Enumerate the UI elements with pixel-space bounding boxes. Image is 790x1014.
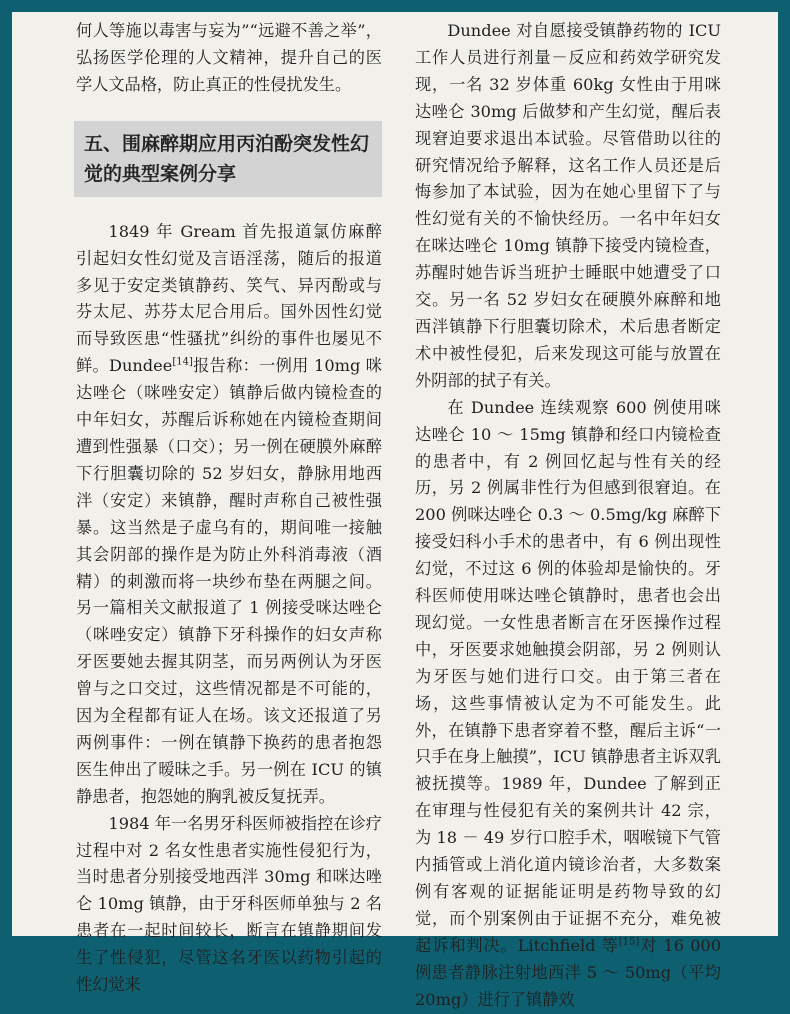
citation-ref: [14]: [172, 356, 193, 368]
citation-ref: [15]: [618, 936, 640, 948]
paragraph-intro-continued: 何人等施以毒害与妄为”“远避不善之举”，弘扬医学伦理的人文精神，提升自己的医学人文品格，防止真正的性侵扰发生。: [76, 21, 382, 94]
paragraph-dundee-icu: Dundee 对自愿接受镇静药物的 ICU 工作人员进行剂量－反应和药效学研究发现，一名 32 岁体重 60kg 女性由于用咪达唑仑 30mg 后做梦和产生幻觉，醒后表现窘迫要求退出本试验。尽管借助以往的研究情况给予解释，这名工作人员还是后悔参加了本试验，因为在她心里留下了与性幻觉有关的不愉快经历。一名中年妇女在咪达唑仑 10mg 镇静下接受内镜检查，苏醒时她告诉当班护士睡眠中她遭受了口交。另一名 52 岁妇女在硬膜外麻醉和地西泮镇静下行胆囊切除术，术后患者断定术中被性侵犯，后来发现这可能与放置在外阴部的拭子有关。: [415, 21, 721, 390]
paragraph-1984-dentist: 1984 年一名男牙科医师被指控在诊疗过程中对 2 名女性患者实施性侵犯行为，当时患者分别接受地西泮 30mg 和咪达唑仑 10mg 镇静，由于牙科医师单独与 2 名患者在一起时间较长，断言在镇静期间发生了性侵犯，尽管这名牙医以药物引起的性幻觉来: [76, 813, 382, 995]
paragraph-text: 1849 年 Gream 首先报道氯仿麻醉引起妇女性幻觉及言语淫荡，随后的报道多见于安定类镇静药、笑气、异丙酚或与芬太尼、苏芬太尼合用后。国外因性幻觉而导致医患“性骚扰”纠纷的事件也屡见不鲜。Dundee: [76, 221, 382, 376]
section-heading: 五、围麻醉期应用丙泊酚突发性幻觉的典型案例分享: [74, 121, 382, 197]
left-column: [76, 12, 382, 999]
right-column: [415, 12, 721, 1014]
book-page: [12, 12, 778, 1009]
paragraph-text-cont: 报告称：一例用 10mg 咪达唑仑（咪唑安定）镇静后做内镜检查的中年妇女，苏醒后诉称她在内镜检查期间遭到性强暴（口交）；另一例在硬膜外麻醉下行胆囊切除的 52 岁妇女，静脉用地西泮（安定）来镇静，醒时声称自己被性强暴。这当然是子虚乌有的，期间唯一接触其会阴部的操作是为防止外科消毒液（酒精）的刺激而将一块纱布垫在两腿之间。另一篇相关文献报道了 1 例接受咪达唑仑（咪唑安定）镇静下牙科操作的妇女声称牙医要她去握其阴茎，而另两例认为牙医曾与之口交过，这些情况都是不可能的，因为全程都有证人在场。该文还报道了另两例事件：一例在镇静下换药的患者抱怨医生伸出了暧昧之手。另一例在 ICU 的镇静患者，抱怨她的胸乳被反复抚弄。: [76, 356, 382, 806]
paragraph-text: 在 Dundee 连续观察 600 例使用咪达唑仑 10 ～ 15mg 镇静和经口内镜检查的患者中，有 2 例回忆起与性有关的经历，另 2 例属非性行为但感到很窘迫。在 200 例咪达唑仑 0.3 ～ 0.5mg/kg 麻醉下接受妇科小手术的患者中，有 6 例出现性幻觉，不过这 6 例的体验却是愉快的。牙科医师使用咪达唑仑镇静时，患者也会出现幻觉。一女性患者断言在牙医操作过程中，牙医要求她触摸会阴部，另 2 例则认为牙医与她们进行口交。由于第三者在场，这些事情被认定为不可能发生。此外，在镇静下患者穿着不整，醒后主诉“一只手在身上触摸”，ICU 镇静患者主诉双乳被抚摸等。1989 年，Dundee 了解到正在审理与性侵犯有关的案例共计 42 宗，为 18 － 49 岁行口腔手术，咽喉镜下气管内插管或上消化道内镜诊治者，大多数案例有客观的证据能证明是药物导致的幻觉，而个别案例由于证据不充分，难免被起诉和判决。Litchfield 等: [415, 397, 721, 955]
paragraph-dundee-600: [415, 395, 721, 1014]
paragraph-text-cont: 对 16 000 例患者静脉注射地西泮 5 ～ 50mg（平均 20mg）进行了镇静效: [415, 935, 721, 1009]
paragraph-gream: [76, 219, 382, 811]
